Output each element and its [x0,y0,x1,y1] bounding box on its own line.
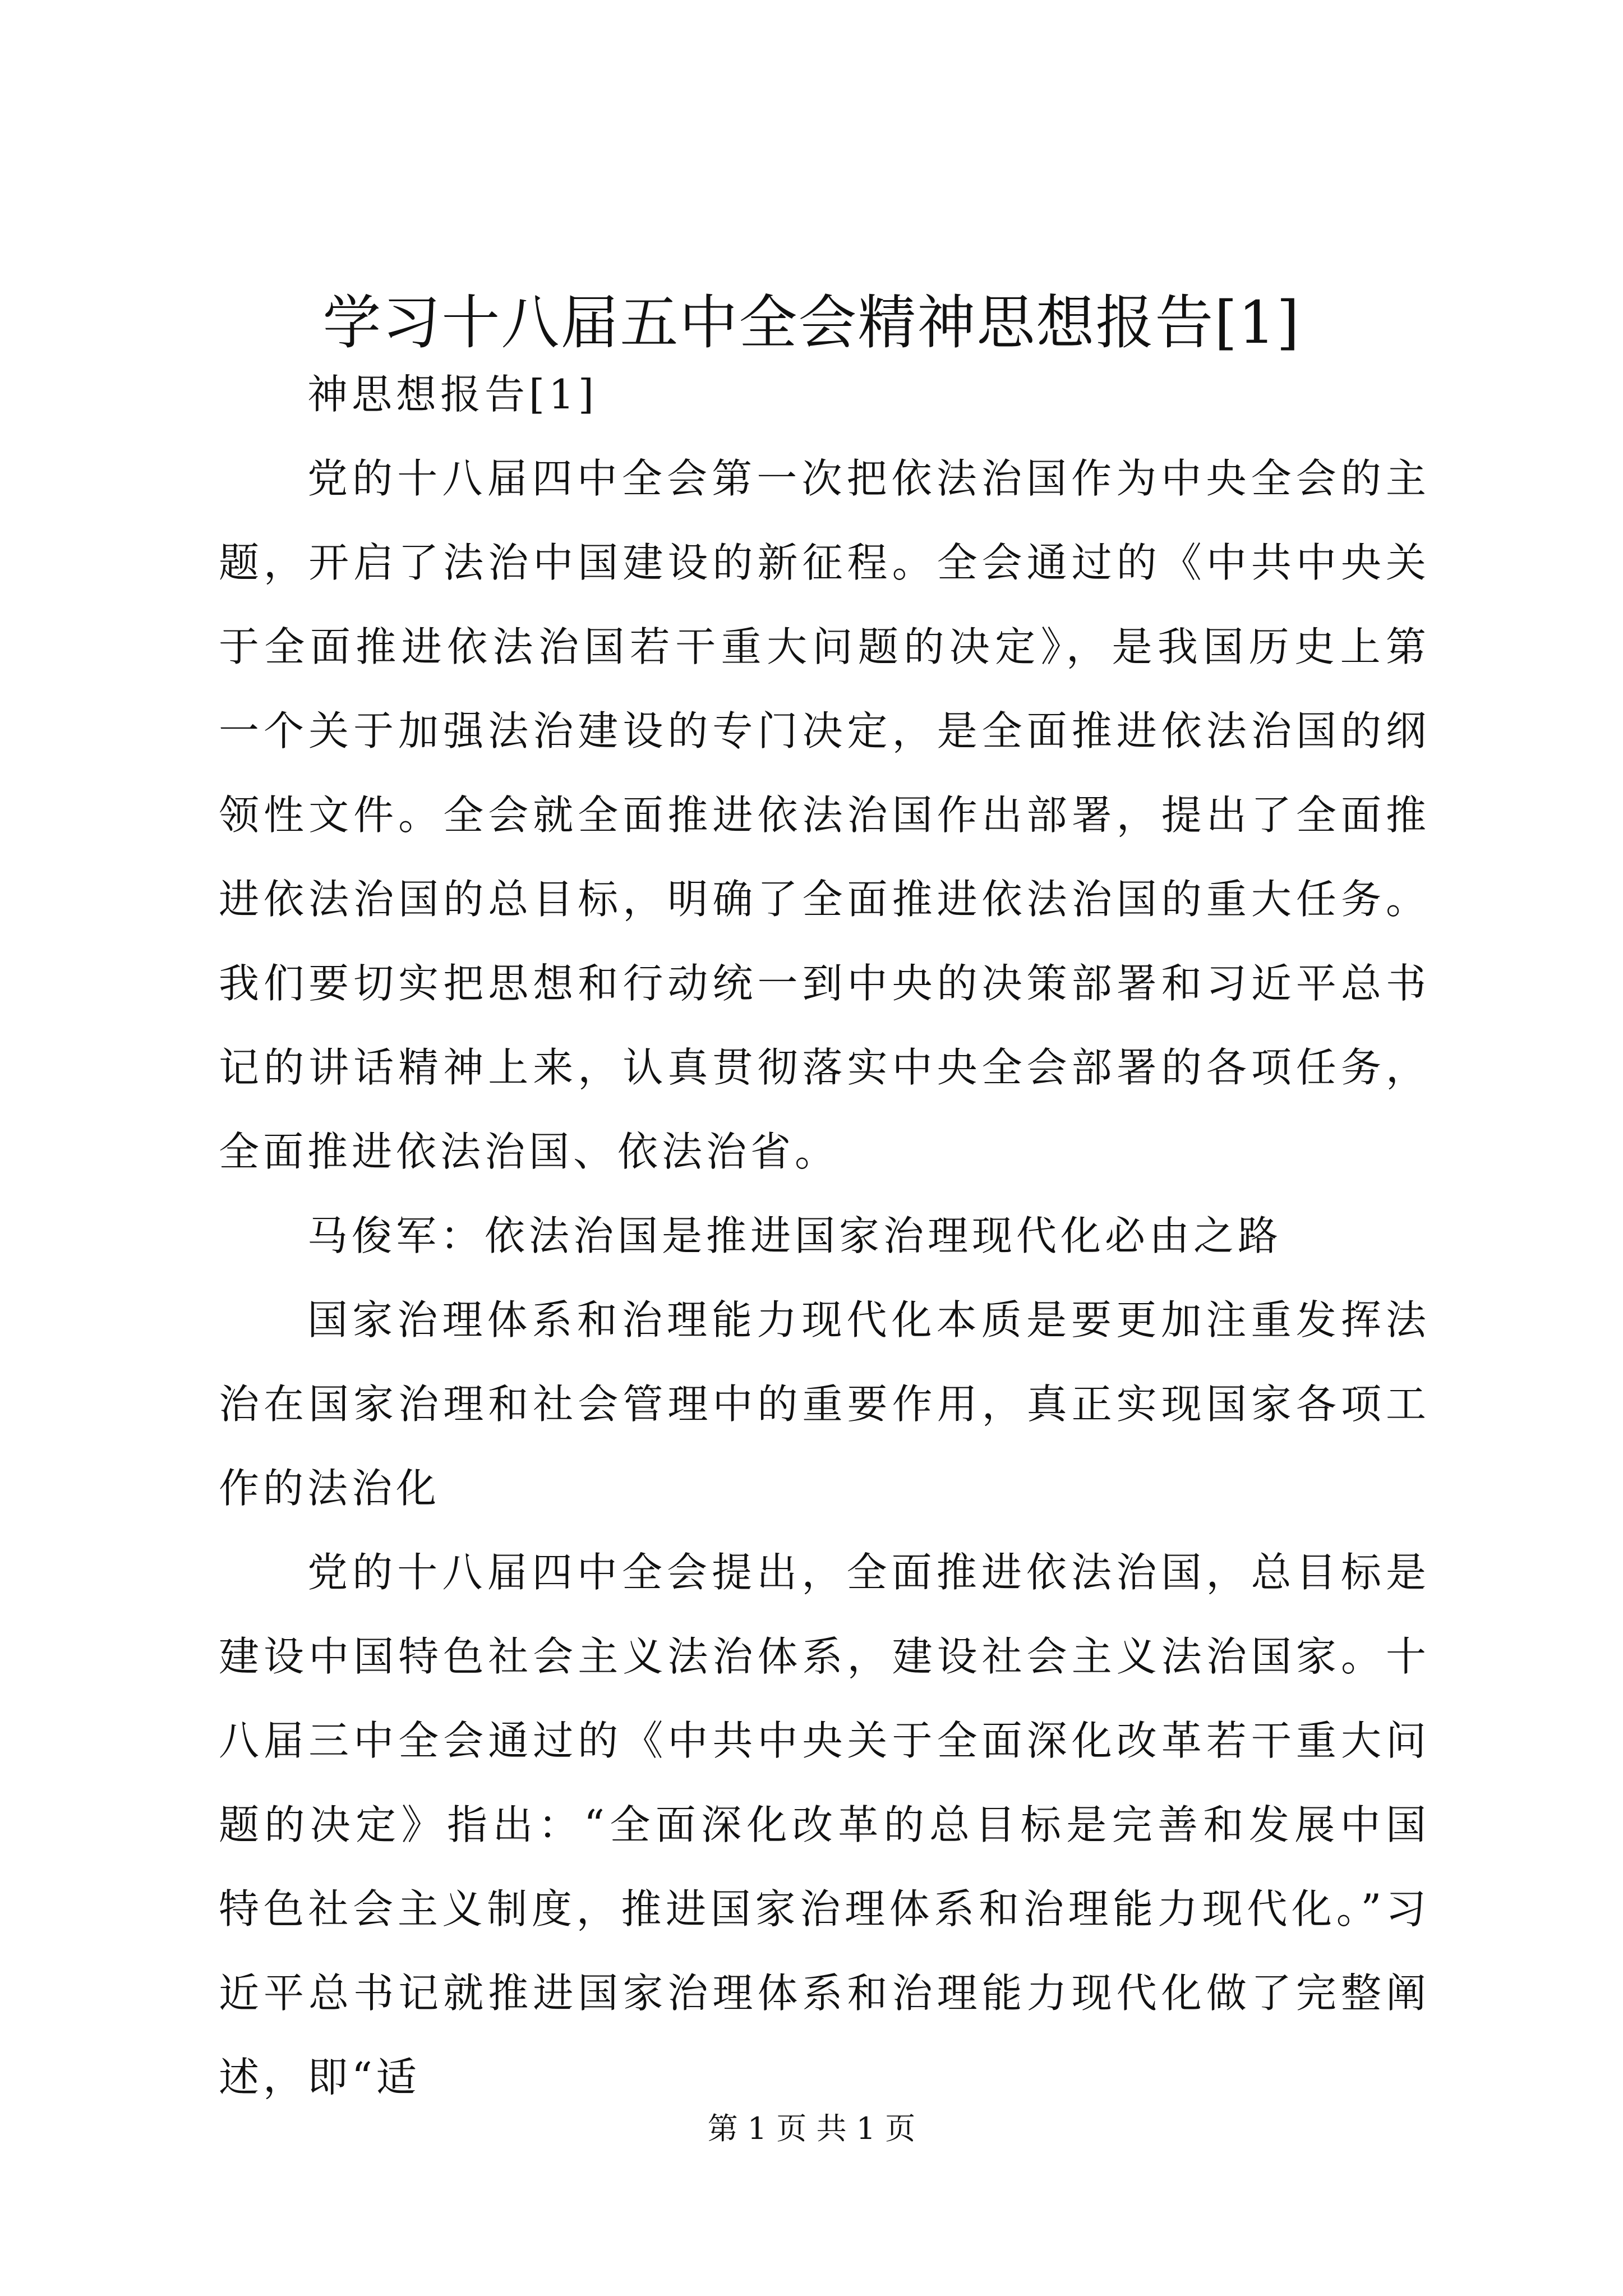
paragraph-intro: 党的十八届四中全会第一次把依法治国作为中央全会的主题，开启了法治中国建设的新征程。全会通过的《中共中央关于全面推进依法治国若干重大问题的决定》，是我国历史上第一个关于加强法治建设的专门决定，是全面推进依法治国的纲领性文件。全会就全面推进依法治国作出部署，提出了全面推进依法治国的总目标，明确了全面推进依法治国的重大任务。我们要切实把思想和行动统一到中央的决策部署和习近平总书记的讲话精神上来，认真贯彻落实中央全会部署的各项任务，全面推进依法治国、依法治省。 [219,455,1430,1175]
document-body [219,352,1430,2119]
page-footer: 第 1 页 共 1 页 [707,2111,916,2146]
paragraph-subtitle: 神思想报告[1] [307,371,598,418]
paragraph-heading: 马俊军：依法治国是推进国家治理现代化必由之路 [307,1212,1283,1259]
paragraph-summary: 国家治理体系和治理能力现代化本质是要更加注重发挥法治在国家治理和社会管理中的重要作用，真正实现国家各项工作的法治化 [219,1296,1430,1512]
paragraph-main: 党的十八届四中全会提出，全面推进依法治国，总目标是建设中国特色社会主义法治体系，建设社会主义法治国家。十八届三中全会通过的《中共中央关于全面深化改革若干重大问题的决定》指出：“全面深化改革的总目标是完善和发展中国特色社会主义制度，推进国家治理体系和治理能力现代化。”习近平总书记就推进国家治理体系和治理能力现代化做了完整阐述，即“适 [219,1549,1430,2101]
document-title: 学习十八届五中全会精神思想报告[1] [322,288,1301,357]
